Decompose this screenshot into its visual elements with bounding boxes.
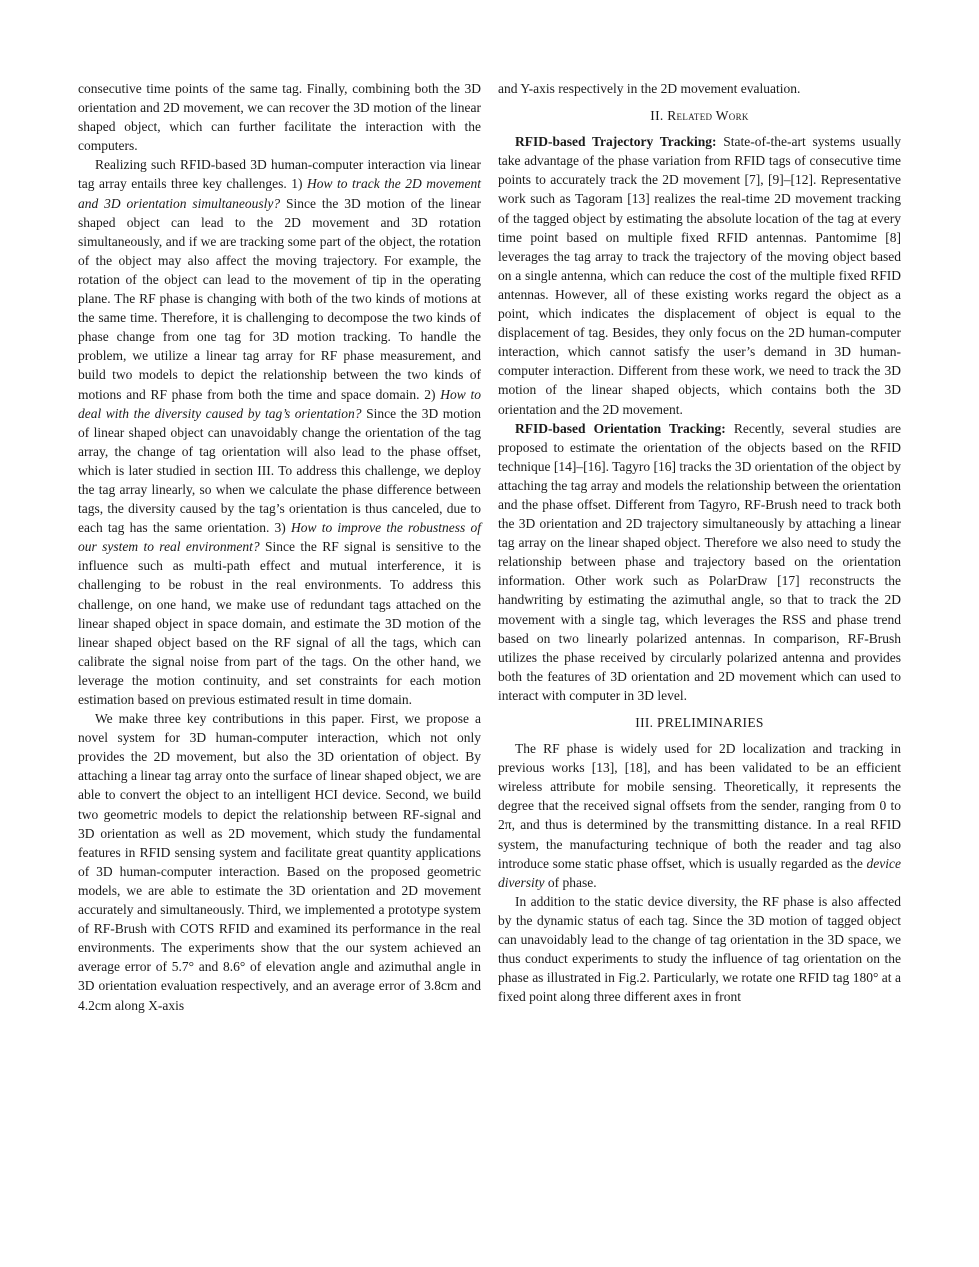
- section-heading-related-work: [498, 106, 901, 125]
- challenges-text-a: Realizing such RFID-based 3D human-computer interaction via linear tag array entails three key challenges. 1): [78, 157, 481, 192]
- paragraph-contributions: We make three key contributions in this paper. First, we propose a novel system for 3D human-computer interaction, which not only provides the 2D movement, but also the 3D orientation of object. By attaching a linear tag array onto the surface of linear shaped object, we are able to convert the object to an intelligent HCI device. Second, we build two geometric models to depict the relationship between RF-signal and 3D orientation as well as 2D movement, which study the fundamental features in RFID sensing system and facilitate great quantity applications of 3D human-computer interaction. Based on the proposed geometric models, we are able to estimate the 3D orientation and 2D movement accurately and simultaneously. Third, we implemented a prototype system of RF-Brush with COTS RFID and examined its performance in the real environments. The experiments show that the our system achieved an average error of 5.7° and 8.6° of elevation angle and azimuthal angle in 3D orientation evaluation respectively, and an average error of 3.8cm and 4.2cm along X-axis: [78, 711, 481, 1013]
- paragraph-body-b: of phase.: [544, 874, 597, 890]
- paragraph-heading: RFID-based Trajectory Tracking:: [515, 134, 717, 150]
- paragraph-heading: RFID-based Orientation Tracking:: [515, 420, 726, 436]
- paragraph-tag-orientation: In addition to the static device diversity, the RF phase is also affected by the dynamic status of each tag. Since the 3D motion of tagged object can unavoidably lead to the change of tag orientation in the 3D space, we thus conduct experiments to study the influence of tag orientation on the phase as illustrated in Fig.2. Particularly, we rotate one RFID tag 180° at a fixed point along three different axes in front: [498, 893, 901, 1005]
- challenge-question-2: How to deal with the diversity caused by tag’s orientation?: [78, 386, 481, 421]
- challenges-text-c: Since the 3D motion of linear shaped object can unavoidably change the orientation of the tag array, the change of tag orientation will also lead to the phase offset, which is later studied in section III. To address this challenge, we deploy the tag array linearly, so when we calculate the phase difference between tags, the diversity caused by the tag’s orientation is thus canceled, due to each tag has the same orientation. 3): [78, 405, 481, 536]
- section-heading-preliminaries: III. PRELIMINARIES: [635, 715, 764, 730]
- section-number: II.: [650, 108, 668, 124]
- challenges-text-b: Since the 3D motion of the linear shaped object can lead to the 2D movement and 3D rotation simultaneously, and if we are tracking some part of the object, the rotation of the object may also affect the moving trajectory. For example, the rotation of the object can lead to the movement of tip in the operating plane. The RF phase is changing with both of the two kinds of motions at the same time. Therefore, it is challenging to decompose the two kinds of phase change from one tag for 3D motion tracking. To handle the problem, we utilize a linear tag array for RF phase measurement, and build two models to depict the relationship between the two kinds of motions and RF phase from both the time and space domain. 2): [78, 195, 481, 402]
- paragraph-trajectory-tracking: [498, 132, 901, 418]
- challenge-question-1: How to track the 2D movement and 3D orientation simultaneously?: [78, 176, 481, 211]
- section-title: Related Work: [667, 108, 749, 124]
- paragraph-body: Recently, several studies are proposed to estimate the orientation of the objects based on the RFID technique [14]–[16]. Tagyro [16] tracks the 3D orientation of the object by attaching the tag array and models the relationship between the orientation and the phase offset. Different from Tagyro, RF-Brush need to track both the 3D orientation and 2D trajectory simultaneously by attaching a linear tag array on the linear shaped object. Therefore we also need to study the relationship between phase and trajectory based on the orientation information. Other work such as PolarDraw [17] reconstructs the handwriting by estimating the azimuthal angle, so that to track the 2D movement with a single tag, which leverages the RSS and phase trend based on two linearly polarized antennas. In comparison, RF-Brush utilizes the phase received by circularly polarized antenna and provides both the features of 3D orientation and 2D movement which can used to interact with computer in 3D level.: [498, 420, 901, 703]
- paragraph-rf-phase: [498, 739, 901, 892]
- paragraph-challenges: [78, 155, 481, 709]
- right-column: [498, 79, 901, 1006]
- left-column: [78, 79, 481, 1015]
- challenges-text-d: Since the RF signal is sensitive to the influence such as multi-path effect and mutual interference, it is challenging to be robust in the real environments. To address this challenge, on one hand, we make use of redundant tags attached on the linear shaped object in space domain, and estimate the 3D motion of the linear shaped object based on the RF signal of all the tags, which can calibrate the signal noise from part of the tags. On the other hand, we leverage the motion continuity, and set constraints for each motion estimation based on previous estimated result in time domain.: [78, 539, 481, 707]
- term-device-diversity: device diversity: [498, 855, 901, 890]
- challenge-question-3: How to improve the robustness of our system to real environment?: [78, 520, 481, 555]
- paragraph-orientation-tracking: [498, 419, 901, 705]
- paragraph-body: State-of-the-art systems usually take advantage of the phase variation from RFID tags of consecutive time points to accurately track the 2D movement [7], [9]–[12]. Representative work such as Tagoram [13] realizes the real-time 2D movement tracking of the tagged object by estimating the absolute location of the tag at every time point based on multiple fixed RFID antennas. Pantomime [8] leverages the tag array to track the trajectory of the moving object based on a single antenna, which can reduce the cost of the multiple fixed RFID antennas. However, all of these existing works regard the object as a point, which indicates the displacement of object is equal to the displacement of tag. Besides, they only focus on the 2D human-computer interaction, which cannot satisfy the user’s demand in 3D human-computer interaction. Different from these work, we need to track the 3D motion of the linear shaped objects, which contains both the 3D orientation and the 2D movement.: [498, 134, 901, 417]
- paragraph-body-a: The RF phase is widely used for 2D localization and tracking in previous works [13], [18], and has been validated to be an efficient wireless attribute for mobile sensing. Theoretically, it represents the degree that the received signal offsets from the sender, ranging from 0 to 2π, and thus is determined by the transmitting distance. In a real RFID system, the manufacturing technique of both the reader and tag also introduce some static phase offset, which is usually regarded as the: [498, 741, 901, 871]
- paragraph-intro-end: consecutive time points of the same tag. Finally, combining both the 3D orientation and 2D movement, we can recover the 3D motion of the linear shaped object, which can further facilitate the interaction with the computers.: [78, 81, 481, 154]
- paragraph-intro-tail: and Y-axis respectively in the 2D movement evaluation.: [498, 81, 801, 96]
